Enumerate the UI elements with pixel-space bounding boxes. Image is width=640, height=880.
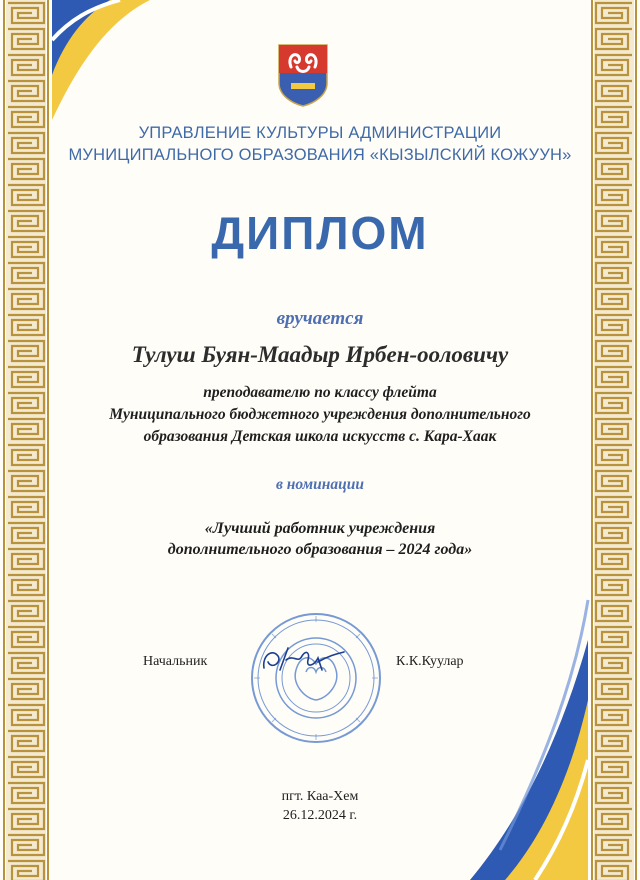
diploma-title: ДИПЛОМ <box>211 207 429 259</box>
nomination-line-1: «Лучший работник учреждения <box>204 520 436 537</box>
issue-place: пгт. Каа-Хем <box>281 789 359 804</box>
position-line-2: Муниципального бюджетного учреждения дополнительного <box>109 406 531 423</box>
signatory-role: Начальник <box>143 654 208 669</box>
nomination-line-2: дополнительного образования – 2024 года» <box>167 541 473 558</box>
issue-date: 26.12.2024 г. <box>282 808 358 823</box>
position-line-1: преподавателю по классу флейта <box>203 384 437 401</box>
signatory-name: К.К.Куулар <box>396 654 464 669</box>
organization-line-1: УПРАВЛЕНИЕ КУЛЬТУРЫ АДМИНИСТРАЦИИ <box>138 124 502 142</box>
awarded-label: вручается <box>276 308 364 329</box>
nomination-label: в номинации <box>275 476 365 493</box>
organization-line-2: МУНИЦИПАЛЬНОГО ОБРАЗОВАНИЯ «КЫЗЫЛСКИЙ КОЖУУН» <box>68 146 572 164</box>
coat-of-arms-icon <box>277 43 329 107</box>
handwritten-signature <box>258 642 348 676</box>
position-line-3: образования Детская школа искусств с. Кара-Хаак <box>143 428 497 445</box>
recipient-name: Тулуш Буян-Маадыр Ирбен-ооловичу <box>131 342 509 367</box>
official-seal-icon <box>248 610 384 746</box>
